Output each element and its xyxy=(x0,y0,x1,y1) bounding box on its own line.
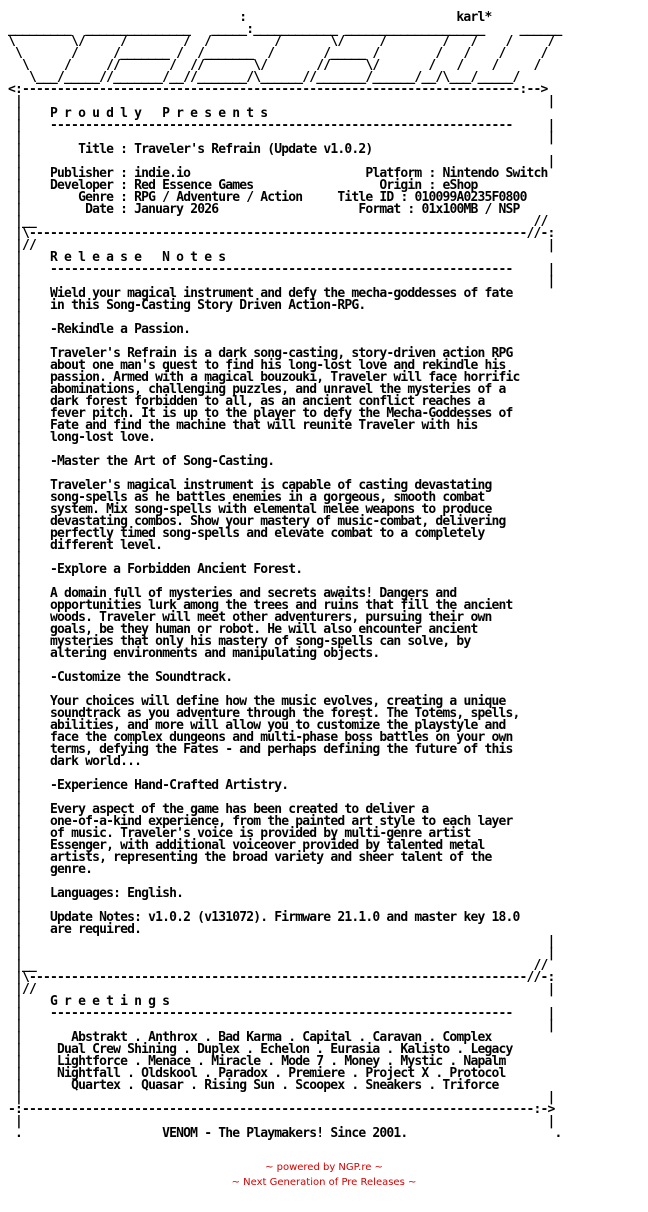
publisher-value: indie.io xyxy=(134,166,191,181)
title-id-label: Title ID xyxy=(337,190,394,205)
notes-line-text: -Experience Hand-Crafted Artistry. xyxy=(50,778,289,793)
notes-line: | song-spells as he battles enemies in a gorgeous, smooth combat xyxy=(8,490,485,505)
notes-line-text: of music. Traveler's voice is provided by multi-genre artist xyxy=(50,826,471,841)
notes-line: | genre. xyxy=(8,862,93,877)
footer xyxy=(0,1160,648,1190)
greetings-line: | Nightfall . Oldskool . Paradox . Premiere . Project X . Protocol xyxy=(8,1066,506,1081)
greetings-line-text: Abstrakt . Anthrox . Bad Karma . Capital . Caravan . Complex xyxy=(71,1030,492,1045)
notes-line: | -Customize the Soundtrack. xyxy=(8,670,233,685)
notes-line: | Languages: English. xyxy=(8,886,184,901)
notes-line: | opportunities lurk among the trees and ruins that fill the ancient xyxy=(8,598,513,613)
notes-line-text: face the complex dungeons and multi-phase boss battles on your own xyxy=(50,730,513,745)
format-value: 01x100MB / NSP xyxy=(421,202,520,217)
genre-value: RPG / Adventure / Action xyxy=(134,190,303,205)
section-title-greetings: G r e e t i n g s xyxy=(50,994,170,1009)
title-label: Title xyxy=(78,142,114,157)
notes-line: | woods. Traveler will meet other adventurers, pursuing their own xyxy=(8,610,492,625)
notes-line: | Fate and find the machine that will reunite Traveler with his xyxy=(8,418,478,433)
notes-line-text: artists, representing the broad variety and sheer talent of the xyxy=(50,850,492,865)
notes-line-text: dark forest forbidden to all, as an ancient conflict reaches a xyxy=(50,394,485,409)
notes-line: | xyxy=(8,874,51,889)
notes-line-text: Languages: English. xyxy=(50,886,184,901)
section-title-notes: R e l e a s e N o t e s xyxy=(50,250,226,265)
notes-line-text: song-spells as he battles enemies in a gorgeous, smooth combat xyxy=(50,490,485,505)
notes-line: | face the complex dungeons and multi-phase boss battles on your own xyxy=(8,730,513,745)
notes-line-text: Wield your magical instrument and defy the mecha-goddesses of fate xyxy=(50,286,513,301)
release-title: Traveler's Refrain (Update v1.0.2) xyxy=(134,142,373,157)
greetings-line-text: Nightfall . Oldskool . Paradox . Premiere . Project X . Protocol xyxy=(57,1066,506,1081)
greetings-line: | Abstrakt . Anthrox . Bad Karma . Capital . Caravan . Complex xyxy=(8,1030,492,1045)
platform-value: Nintendo Switch xyxy=(442,166,548,181)
logo-line: \ / // / // \/ // \/ / / / / xyxy=(8,58,541,73)
logo-art xyxy=(8,10,562,97)
greetings-list xyxy=(8,1030,512,1093)
genre-label: Genre xyxy=(78,190,114,205)
notes-line-text: -Master the Art of Song-Casting. xyxy=(50,454,275,469)
notes-line: | abominations, challenging puzzles, and unravel the mysteries of a xyxy=(8,382,506,397)
notes-line: | xyxy=(8,550,51,565)
notes-line: | xyxy=(8,898,51,913)
notes-line: | terms, defying the Fates - and perhaps defining the future of this xyxy=(8,742,513,757)
notes-line: | Your choices will define how the music evolves, creating a unique xyxy=(8,694,506,709)
notes-line: | xyxy=(8,766,51,781)
notes-line-text: genre. xyxy=(50,862,93,877)
notes-line: | mysteries that only his mastery of song-spells can solve, by xyxy=(8,634,471,649)
signoff: VENOM - The Playmakers! Since 2001. xyxy=(162,1126,408,1141)
logo-line: _________ _______________ _____:____________ ____________________ ______ xyxy=(8,22,562,37)
notes-line-text: -Rekindle a Passion. xyxy=(50,322,191,337)
notes-line: | dark world... xyxy=(8,754,142,769)
notes-line: | one-of-a-kind experience, from the painted art style to each layer xyxy=(8,814,513,829)
notes-line-text: -Customize the Soundtrack. xyxy=(50,670,233,685)
developer-value: Red Essence Games xyxy=(134,178,254,193)
notes-line-text: goals, be they human or robot. He will also encounter ancient xyxy=(50,622,478,637)
notes-line: | Essenger, with additional voiceover provided by talented metal xyxy=(8,838,485,853)
notes-line-text: dark world... xyxy=(50,754,142,769)
logo-line: \ / /_______ / /_______ / /_____ / / / / / xyxy=(8,46,548,61)
tagline-link[interactable]: ~ Next Generation of Pre Releases ~ xyxy=(231,1177,417,1188)
notes-line: | xyxy=(8,658,51,673)
notes-line: | Wield your magical instrument and defy the mecha-goddesses of fate xyxy=(8,286,513,301)
notes-line: | of music. Traveler's voice is provided by multi-genre artist xyxy=(8,826,471,841)
notes-line-text: altering environments and manipulating objects. xyxy=(50,646,380,661)
notes-line-text: abilities, and more will allow you to customize the playstyle and xyxy=(50,718,506,733)
logo-line: : karl* xyxy=(8,10,492,25)
notes-line: | system. Mix song-spells with elemental melee weapons to produce xyxy=(8,502,492,517)
notes-line: | Update Notes: v1.0.2 (v131072). Firmware 21.1.0 and master key 18.0 xyxy=(8,910,520,925)
notes-line-text: fever pitch. It is up to the player to defy the Mecha-Goddesses of xyxy=(50,406,513,421)
release-notes xyxy=(8,286,520,937)
notes-line-text: about one man's quest to find his long-lost love and rekindle his xyxy=(50,358,506,373)
notes-line-text: Traveler's magical instrument is capable of casting devastating xyxy=(50,478,492,493)
notes-line: | perfectly timed song-spells and elevate combat to a completely xyxy=(8,526,485,541)
logo-line: \___/_____//_______/__//_______/\______//_______/______/__/\___/_____/ xyxy=(8,70,520,85)
logo-line: \ \/ / / / / \/ / / / / / xyxy=(8,34,555,49)
notes-line: | passion. Armed with a magical bouzouki, Traveler will face horrific xyxy=(8,370,520,385)
date-value: January 2026 xyxy=(134,202,219,217)
notes-line-text: different level. xyxy=(50,538,163,553)
notes-line-text: soundtrack as you adventure through the forest. The Totems, spells, xyxy=(50,706,520,721)
notes-line: | artists, representing the broad variety and sheer talent of the xyxy=(8,850,492,865)
notes-line-text: passion. Armed with a magical bouzouki, Traveler will face horrific xyxy=(50,370,520,385)
notes-line: | Every aspect of the game has been created to deliver a xyxy=(8,802,429,817)
notes-line-text: abominations, challenging puzzles, and unravel the mysteries of a xyxy=(50,382,506,397)
notes-line-text: one-of-a-kind experience, from the painted art style to each layer xyxy=(50,814,513,829)
notes-line: | -Rekindle a Passion. xyxy=(8,322,191,337)
origin-value: eShop xyxy=(442,178,478,193)
origin-label: Origin xyxy=(379,178,422,193)
notes-line-text: long-lost love. xyxy=(50,430,156,445)
notes-line-text: opportunities lurk among the trees and ruins that fill the ancient xyxy=(50,598,513,613)
notes-line: | xyxy=(8,466,51,481)
date-label: Date xyxy=(85,202,114,217)
notes-line-text: woods. Traveler will meet other adventurers, pursuing their own xyxy=(50,610,492,625)
format-label: Format xyxy=(358,202,401,217)
notes-line-text: devastating combos. Show your mastery of music-combat, delivering xyxy=(50,514,506,529)
notes-line-text: Fate and find the machine that will reunite Traveler with his xyxy=(50,418,478,433)
notes-line: | Traveler's magical instrument is capable of casting devastating xyxy=(8,478,492,493)
notes-line-text: system. Mix song-spells with elemental melee weapons to produce xyxy=(50,502,492,517)
notes-line: | fever pitch. It is up to the player to defy the Mecha-Goddesses of xyxy=(8,406,513,421)
notes-line-text: terms, defying the Fates - and perhaps defining the future of this xyxy=(50,742,513,757)
greetings-line: | Quartex . Quasar . Rising Sun . Scoopex . Sneakers . Triforce xyxy=(8,1078,499,1093)
section-title-presents: P r o u d l y P r e s e n t s xyxy=(50,106,268,121)
platform-label: Platform xyxy=(365,166,422,181)
greetings-line: | Dual Crew Shining . Duplex . Echelon . Eurasia . Kalisto . Legacy xyxy=(8,1042,513,1057)
notes-line-text: mysteries that only his mastery of song-spells can solve, by xyxy=(50,634,471,649)
notes-line: | goals, be they human or robot. He will also encounter ancient xyxy=(8,622,478,637)
notes-line-text: Essenger, with additional voiceover provided by talented metal xyxy=(50,838,485,853)
notes-line: | altering environments and manipulating objects. xyxy=(8,646,380,661)
notes-line-text: in this Song-Casting Story Driven Action-RPG. xyxy=(50,298,366,313)
greetings-line: | Lightforce . Menace . Miracle . Mode 7 . Money . Mystic . Napalm xyxy=(8,1054,506,1069)
notes-line: | xyxy=(8,682,51,697)
notes-line: | xyxy=(8,574,51,589)
notes-line-text: Every aspect of the game has been created to deliver a xyxy=(50,802,429,817)
greetings-line-text: Dual Crew Shining . Duplex . Echelon . Eurasia . Kalisto . Legacy xyxy=(57,1042,513,1057)
notes-line: | are required. xyxy=(8,922,142,937)
notes-line: | xyxy=(8,790,51,805)
notes-line: | A domain full of mysteries and secrets awaits! Dangers and xyxy=(8,586,457,601)
nfo-document: : karl* _________ _______________ _____:____________ ____________________ ______ \ \/ / / / / \/ / / / / / \ / /_______ / /_______ / /_____ / / / / / \ / // / // \/ // \/ / / / / \___/_____//_______/__//_______/\______//_______/______/__/\___/_____/ <:-----------------------------------------------------------------------:--> | | | P r o u d l y P r e s e n t s | ------------------------------------------------------------------ | | | | Title : Traveler's Refrain (Update v1.0.2) | | | Publisher : indie.io Platform : Nintendo Switch | Developer : Red Essence Games Origin : eShop | Genre : RPG / Adventure / Action Title ID : 010099A0235F0800 | Date : January 2026 Format : 01x100MB / NSP |__ // |\-----------------------------------------------------------------------//-: |// | | R e l e a s e N o t e s | ------------------------------------------------------------------ | | | | Wield your magical instrument and defy the mecha-goddesses of fate | in this Song-Casting Story Driven Action-RPG. | | -Rekindle a Passion. | | Traveler's Refrain is a dark song-casting, story-driven action RPG | about one man's quest to find his long-lost love and rekindle his | passion. Armed with a magical bouzouki, Traveler will face horrific | abominations, challenging puzzles, and unravel the mysteries of a | dark forest forbidden to all, as an ancient conflict reaches a | fever pitch. It is up to the player to defy the Mecha-Goddesses of | Fate and find the machine that will reunite Traveler with his | long-lost love. | | -Master the Art of Song-Casting. | | Traveler's magical instrument is capable of casting devastating | song-spells as he battles enemies in a gorgeous, smooth combat | system. Mix song-spells with elemental melee weapons to produce | devastating combos. Show your mastery of music-combat, delivering | perfectly timed song-spells and elevate combat to a completely | different level. | | -Explore a Forbidden Ancient Forest. | | A domain full of mysteries and secrets awaits! Dangers and | opportunities lurk among the trees and ruins that fill the ancient | woods. Traveler will meet other adventurers, pursuing their own | goals, be they human or robot. He will also encounter ancient | mysteries that only his mastery of song-spells can solve, by | altering environments and manipulating objects. | | -Customize the Soundtrack. | | Your choices will define how the music evolves, creating a unique | soundtrack as you adventure through the forest. The Totems, spells, | abilities, and more will allow you to customize the playstyle and | face the complex dungeons and multi-phase boss battles on your own | terms, defying the Fates - and perhaps defining the future of this | dark world... | | -Experience Hand-Crafted Artistry. | | Every aspect of the game has been created to deliver a | one-of-a-kind experience, from the painted art style to each layer | of music. Traveler's voice is provided by multi-genre artist | Essenger, with additional voiceover provided by talented metal | artists, representing the broad variety and sheer talent of the | genre. | | Languages: English. | | Update Notes: v1.0.2 (v131072). Firmware 21.1.0 and master key 18.0 | are required. | | | | |__ // |\-----------------------------------------------------------------------//-: |// | | G r e e t i n g s | ------------------------------------------------------------------ | | | | Abstrakt . Anthrox . Bad Karma . Capital . Caravan . Complex | Dual Crew Shining . Duplex . Echelon . Eurasia . Kalisto . Legacy | Lightforce . Menace . Miracle . Mode 7 . Money . Mystic . Napalm | Nightfall . Oldskool . Paradox . Premiere . Project X . Protocol | Quartex . Quasar . Rising Sun . Scoopex . Sneakers . Triforce | | -:-------------------------------------------------------------------------:-> | | . VENOM - The Playmakers! Since 2001. . xyxy=(8,10,562,1141)
notes-line-text: Traveler's Refrain is a dark song-casting, story-driven action RPG xyxy=(50,346,513,361)
publisher-label: Publisher xyxy=(50,166,114,181)
notes-line: | xyxy=(8,334,51,349)
notes-line: | xyxy=(8,442,51,457)
notes-line-text: A domain full of mysteries and secrets awaits! Dangers and xyxy=(50,586,457,601)
title-id-value: 010099A0235F0800 xyxy=(414,190,527,205)
notes-line-text: are required. xyxy=(50,922,142,937)
logo-line: <:-----------------------------------------------------------------------:--> xyxy=(8,82,548,97)
notes-line: | long-lost love. xyxy=(8,430,156,445)
notes-line-text: perfectly timed song-spells and elevate combat to a completely xyxy=(50,526,485,541)
greetings-line-text: Lightforce . Menace . Miracle . Mode 7 . Money . Mystic . Napalm xyxy=(57,1054,506,1069)
notes-line: | -Experience Hand-Crafted Artistry. xyxy=(8,778,289,793)
notes-line: | soundtrack as you adventure through the forest. The Totems, spells, xyxy=(8,706,520,721)
notes-line: | abilities, and more will allow you to customize the playstyle and xyxy=(8,718,506,733)
notes-line-text: Update Notes: v1.0.2 (v131072). Firmware 21.1.0 and master key 18.0 xyxy=(50,910,520,925)
notes-line: | -Explore a Forbidden Ancient Forest. xyxy=(8,562,303,577)
notes-line-text: -Explore a Forbidden Ancient Forest. xyxy=(50,562,303,577)
notes-line-text: Your choices will define how the music evolves, creating a unique xyxy=(50,694,506,709)
notes-line: | dark forest forbidden to all, as an ancient conflict reaches a xyxy=(8,394,485,409)
notes-line: | in this Song-Casting Story Driven Action-RPG. xyxy=(8,298,366,313)
developer-label: Developer xyxy=(50,178,114,193)
notes-line: | Traveler's Refrain is a dark song-casting, story-driven action RPG xyxy=(8,346,513,361)
notes-line: | -Master the Art of Song-Casting. xyxy=(8,454,275,469)
notes-line: | different level. xyxy=(8,538,163,553)
powered-by-link[interactable]: ~ powered by NGP.re ~ xyxy=(265,1162,383,1173)
greetings-line-text: Quartex . Quasar . Rising Sun . Scoopex . Sneakers . Triforce xyxy=(71,1078,499,1093)
notes-line: | about one man's quest to find his long-lost love and rekindle his xyxy=(8,358,506,373)
notes-line: | devastating combos. Show your mastery of music-combat, delivering xyxy=(8,514,506,529)
notes-line: | xyxy=(8,310,51,325)
